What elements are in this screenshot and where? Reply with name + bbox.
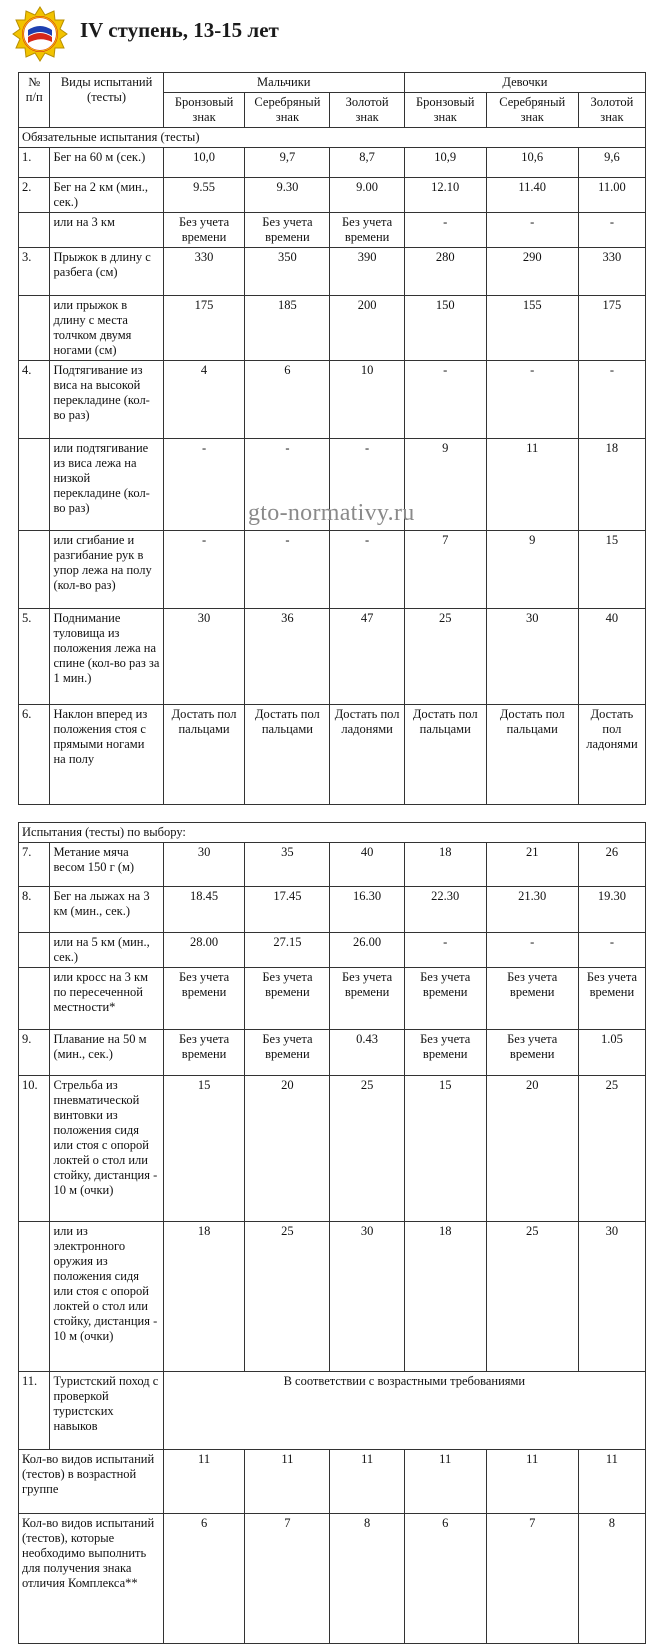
test-name: или на 5 км (мин., сек.) — [50, 933, 163, 968]
norm-value: 150 — [404, 296, 486, 361]
header-row — [19, 73, 646, 93]
tourist-row — [19, 1372, 646, 1450]
norm-value: 47 — [330, 609, 404, 705]
test-name: или из электронного оружия из положения сидя или стоя с опорой локтей о стол или стойку, дистанция - 10 м (очки) — [50, 1222, 163, 1372]
norm-value: 18 — [404, 1222, 486, 1372]
header-silver-badge: Серебряный знак — [245, 93, 330, 128]
norm-value: 4 — [163, 361, 245, 439]
norm-value: 1.05 — [578, 1030, 645, 1076]
summary-row — [19, 1450, 646, 1514]
norm-value: 200 — [330, 296, 404, 361]
norm-value: 290 — [486, 248, 578, 296]
norm-value: Без учета времени — [330, 213, 404, 248]
norm-value: 15 — [404, 1076, 486, 1222]
norm-value: 21.30 — [486, 887, 578, 933]
norm-value: 27.15 — [245, 933, 330, 968]
norm-value: 9.00 — [330, 178, 404, 213]
norm-value: - — [404, 933, 486, 968]
gto-emblem-logo — [12, 6, 68, 62]
test-name: Прыжок в длину с разбега (см) — [50, 248, 163, 296]
norm-value: 25 — [578, 1076, 645, 1222]
test-row — [19, 705, 646, 805]
norm-value: 22.30 — [404, 887, 486, 933]
norm-value: 30 — [330, 1222, 404, 1372]
norm-value: 28.00 — [163, 933, 245, 968]
test-row — [19, 531, 646, 609]
summary-value: 11 — [404, 1450, 486, 1514]
summary-value: 7 — [486, 1514, 578, 1644]
norm-value: Без учета времени — [404, 1030, 486, 1076]
test-num — [19, 439, 50, 531]
header-num: № п/п — [19, 73, 50, 128]
summary-value: 11 — [245, 1450, 330, 1514]
norm-value: 330 — [163, 248, 245, 296]
test-num — [19, 296, 50, 361]
norm-value: Без учета времени — [486, 968, 578, 1030]
norm-value: 175 — [163, 296, 245, 361]
norm-value: 155 — [486, 296, 578, 361]
norm-value: 7 — [404, 531, 486, 609]
norm-value: 185 — [245, 296, 330, 361]
summary-row — [19, 1514, 646, 1644]
header-girls: Девочки — [404, 73, 645, 93]
test-row — [19, 213, 646, 248]
summary-value: 8 — [330, 1514, 404, 1644]
norm-value: - — [404, 361, 486, 439]
norm-value: 175 — [578, 296, 645, 361]
test-name: Метание мяча весом 150 г (м) — [50, 843, 163, 887]
norm-value: 6 — [245, 361, 330, 439]
test-name: Бег на лыжах на 3 км (мин., сек.) — [50, 887, 163, 933]
norm-value: - — [486, 361, 578, 439]
test-name: Бег на 2 км (мин., сек.) — [50, 178, 163, 213]
norm-value: 10,0 — [163, 148, 245, 178]
norm-value: 18.45 — [163, 887, 245, 933]
header-gold-badge: Золотой знак — [330, 93, 404, 128]
test-name: или кросс на 3 км по пересеченной местности* — [50, 968, 163, 1030]
test-row — [19, 1222, 646, 1372]
test-row — [19, 296, 646, 361]
summary-value: 11 — [163, 1450, 245, 1514]
norm-value: 26 — [578, 843, 645, 887]
norm-value: - — [578, 213, 645, 248]
norm-value: - — [330, 531, 404, 609]
norm-value: 9,7 — [245, 148, 330, 178]
norm-value: Без учета времени — [163, 968, 245, 1030]
norm-value: 10,9 — [404, 148, 486, 178]
test-num — [19, 213, 50, 248]
mandatory-section-title: Обязательные испытания (тесты) — [19, 128, 646, 148]
test-row — [19, 933, 646, 968]
header-bronze-badge: Бронзовый знак — [163, 93, 245, 128]
summary-value: 6 — [163, 1514, 245, 1644]
norm-value: - — [245, 531, 330, 609]
norm-value: 26.00 — [330, 933, 404, 968]
norm-value: 18 — [404, 843, 486, 887]
test-name: или прыжок в длину с места толчком двумя ногами (см) — [50, 296, 163, 361]
norm-value: Без учета времени — [330, 968, 404, 1030]
test-num: 5. — [19, 609, 50, 705]
norm-value: - — [163, 439, 245, 531]
norm-value: Без учета времени — [163, 213, 245, 248]
norm-value: 17.45 — [245, 887, 330, 933]
norm-value: 15 — [578, 531, 645, 609]
summary-value: 6 — [404, 1514, 486, 1644]
test-row — [19, 887, 646, 933]
norm-value: - — [578, 933, 645, 968]
norm-value: 11 — [486, 439, 578, 531]
norm-value: 18 — [578, 439, 645, 531]
norm-value: - — [163, 531, 245, 609]
page-title: IV ступень, 13-15 лет — [80, 18, 279, 42]
test-num: 8. — [19, 887, 50, 933]
norm-value: 25 — [330, 1076, 404, 1222]
norm-value: 25 — [404, 609, 486, 705]
summary-value: 8 — [578, 1514, 645, 1644]
norm-value: Достать пол пальцами — [404, 705, 486, 805]
test-num: 1. — [19, 148, 50, 178]
norm-value: Без учета времени — [163, 1030, 245, 1076]
test-row — [19, 1030, 646, 1076]
test-num: 7. — [19, 843, 50, 887]
norm-value: - — [404, 213, 486, 248]
test-num: 9. — [19, 1030, 50, 1076]
norm-value: 30 — [578, 1222, 645, 1372]
norm-value: 11.40 — [486, 178, 578, 213]
mandatory-section-row — [19, 128, 646, 148]
test-num — [19, 1222, 50, 1372]
test-num: 11. — [19, 1372, 50, 1450]
norm-value: 30 — [486, 609, 578, 705]
norm-value: Достать пол пальцами — [486, 705, 578, 805]
test-row — [19, 843, 646, 887]
norm-value: Достать пол ладонями — [578, 705, 645, 805]
test-name: или подтягивание из виса лежа на низкой перекладине (кол-во раз) — [50, 439, 163, 531]
header-test-kind: Виды испытаний (тесты) — [50, 73, 163, 128]
norm-value: 25 — [486, 1222, 578, 1372]
test-num: 2. — [19, 178, 50, 213]
summary-value: 11 — [486, 1450, 578, 1514]
norm-value: 25 — [245, 1222, 330, 1372]
norm-value: 9.55 — [163, 178, 245, 213]
watermark: gto-normativy.ru — [248, 500, 415, 526]
norm-value: 9,6 — [578, 148, 645, 178]
test-row — [19, 178, 646, 213]
test-name: Бег на 60 м (сек.) — [50, 148, 163, 178]
optional-section-row — [19, 823, 646, 843]
optional-norms-table — [18, 822, 646, 1644]
norm-value: 9 — [486, 531, 578, 609]
test-num — [19, 968, 50, 1030]
test-num — [19, 531, 50, 609]
norm-value: Достать пол ладонями — [330, 705, 404, 805]
norm-value: 8,7 — [330, 148, 404, 178]
summary-value: 11 — [330, 1450, 404, 1514]
header-gold-badge: Золотой знак — [578, 93, 645, 128]
norm-value: Без учета времени — [245, 1030, 330, 1076]
norm-value: - — [245, 439, 330, 531]
test-row — [19, 361, 646, 439]
test-row — [19, 148, 646, 178]
norm-value: 10,6 — [486, 148, 578, 178]
norm-value: 19.30 — [578, 887, 645, 933]
norm-value: 16.30 — [330, 887, 404, 933]
norm-value: 40 — [330, 843, 404, 887]
norm-value: 20 — [245, 1076, 330, 1222]
norm-value: - — [486, 213, 578, 248]
norm-value: 11.00 — [578, 178, 645, 213]
test-name: Поднимание туловища из положения лежа на спине (кол-во раз за 1 мин.) — [50, 609, 163, 705]
test-row — [19, 968, 646, 1030]
test-name: или на 3 км — [50, 213, 163, 248]
optional-section-title: Испытания (тесты) по выбору: — [19, 823, 646, 843]
norm-value: 30 — [163, 843, 245, 887]
norm-value: 21 — [486, 843, 578, 887]
norm-value: 20 — [486, 1076, 578, 1222]
test-row — [19, 609, 646, 705]
norm-value: 390 — [330, 248, 404, 296]
norm-value: 18 — [163, 1222, 245, 1372]
norm-value: Без учета времени — [245, 968, 330, 1030]
norm-value: 40 — [578, 609, 645, 705]
norm-value: Достать пол пальцами — [163, 705, 245, 805]
test-name: Подтягивание из виса на высокой перекладине (кол-во раз) — [50, 361, 163, 439]
norm-value: 35 — [245, 843, 330, 887]
test-num: 4. — [19, 361, 50, 439]
mandatory-norms-table — [18, 72, 646, 805]
norm-value: 10 — [330, 361, 404, 439]
norm-value: 280 — [404, 248, 486, 296]
header-silver-badge: Серебряный знак — [486, 93, 578, 128]
summary-value: 7 — [245, 1514, 330, 1644]
test-num: 10. — [19, 1076, 50, 1222]
norm-value: 9 — [404, 439, 486, 531]
norm-value: - — [330, 439, 404, 531]
norm-value: 15 — [163, 1076, 245, 1222]
summary-value: 11 — [578, 1450, 645, 1514]
tourist-requirement: В соответствии с возрастными требованиями — [163, 1372, 645, 1450]
test-name: Плавание на 50 м (мин., сек.) — [50, 1030, 163, 1076]
norm-value: - — [578, 361, 645, 439]
header-boys: Мальчики — [163, 73, 404, 93]
norm-value: Без учета времени — [245, 213, 330, 248]
summary-label: Кол-во видов испытаний (тестов) в возрастной группе — [19, 1450, 164, 1514]
norm-value: 9.30 — [245, 178, 330, 213]
norm-value: Без учета времени — [404, 968, 486, 1030]
norm-value: - — [486, 933, 578, 968]
test-row — [19, 1076, 646, 1222]
summary-label: Кол-во видов испытаний (тестов), которые необходимо выполнить для получения знака отличия Комплекса** — [19, 1514, 164, 1644]
norm-value: 350 — [245, 248, 330, 296]
test-name: или сгибание и разгибание рук в упор лежа на полу (кол-во раз) — [50, 531, 163, 609]
norm-value: 36 — [245, 609, 330, 705]
test-row — [19, 248, 646, 296]
norm-value: 0.43 — [330, 1030, 404, 1076]
test-num — [19, 933, 50, 968]
test-name: Стрельба из пневматической винтовки из положения сидя или стоя с опорой локтей о стол или стойку, дистанция - 10 м (очки) — [50, 1076, 163, 1222]
test-num: 6. — [19, 705, 50, 805]
test-name: Туристский поход с проверкой туристских навыков — [50, 1372, 163, 1450]
norm-value: 30 — [163, 609, 245, 705]
test-num: 3. — [19, 248, 50, 296]
header-bronze-badge: Бронзовый знак — [404, 93, 486, 128]
norm-value: Достать пол пальцами — [245, 705, 330, 805]
norm-value: Без учета времени — [578, 968, 645, 1030]
test-name: Наклон вперед из положения стоя с прямыми ногами на полу — [50, 705, 163, 805]
norm-value: Без учета времени — [486, 1030, 578, 1076]
norm-value: 12.10 — [404, 178, 486, 213]
norm-value: 330 — [578, 248, 645, 296]
